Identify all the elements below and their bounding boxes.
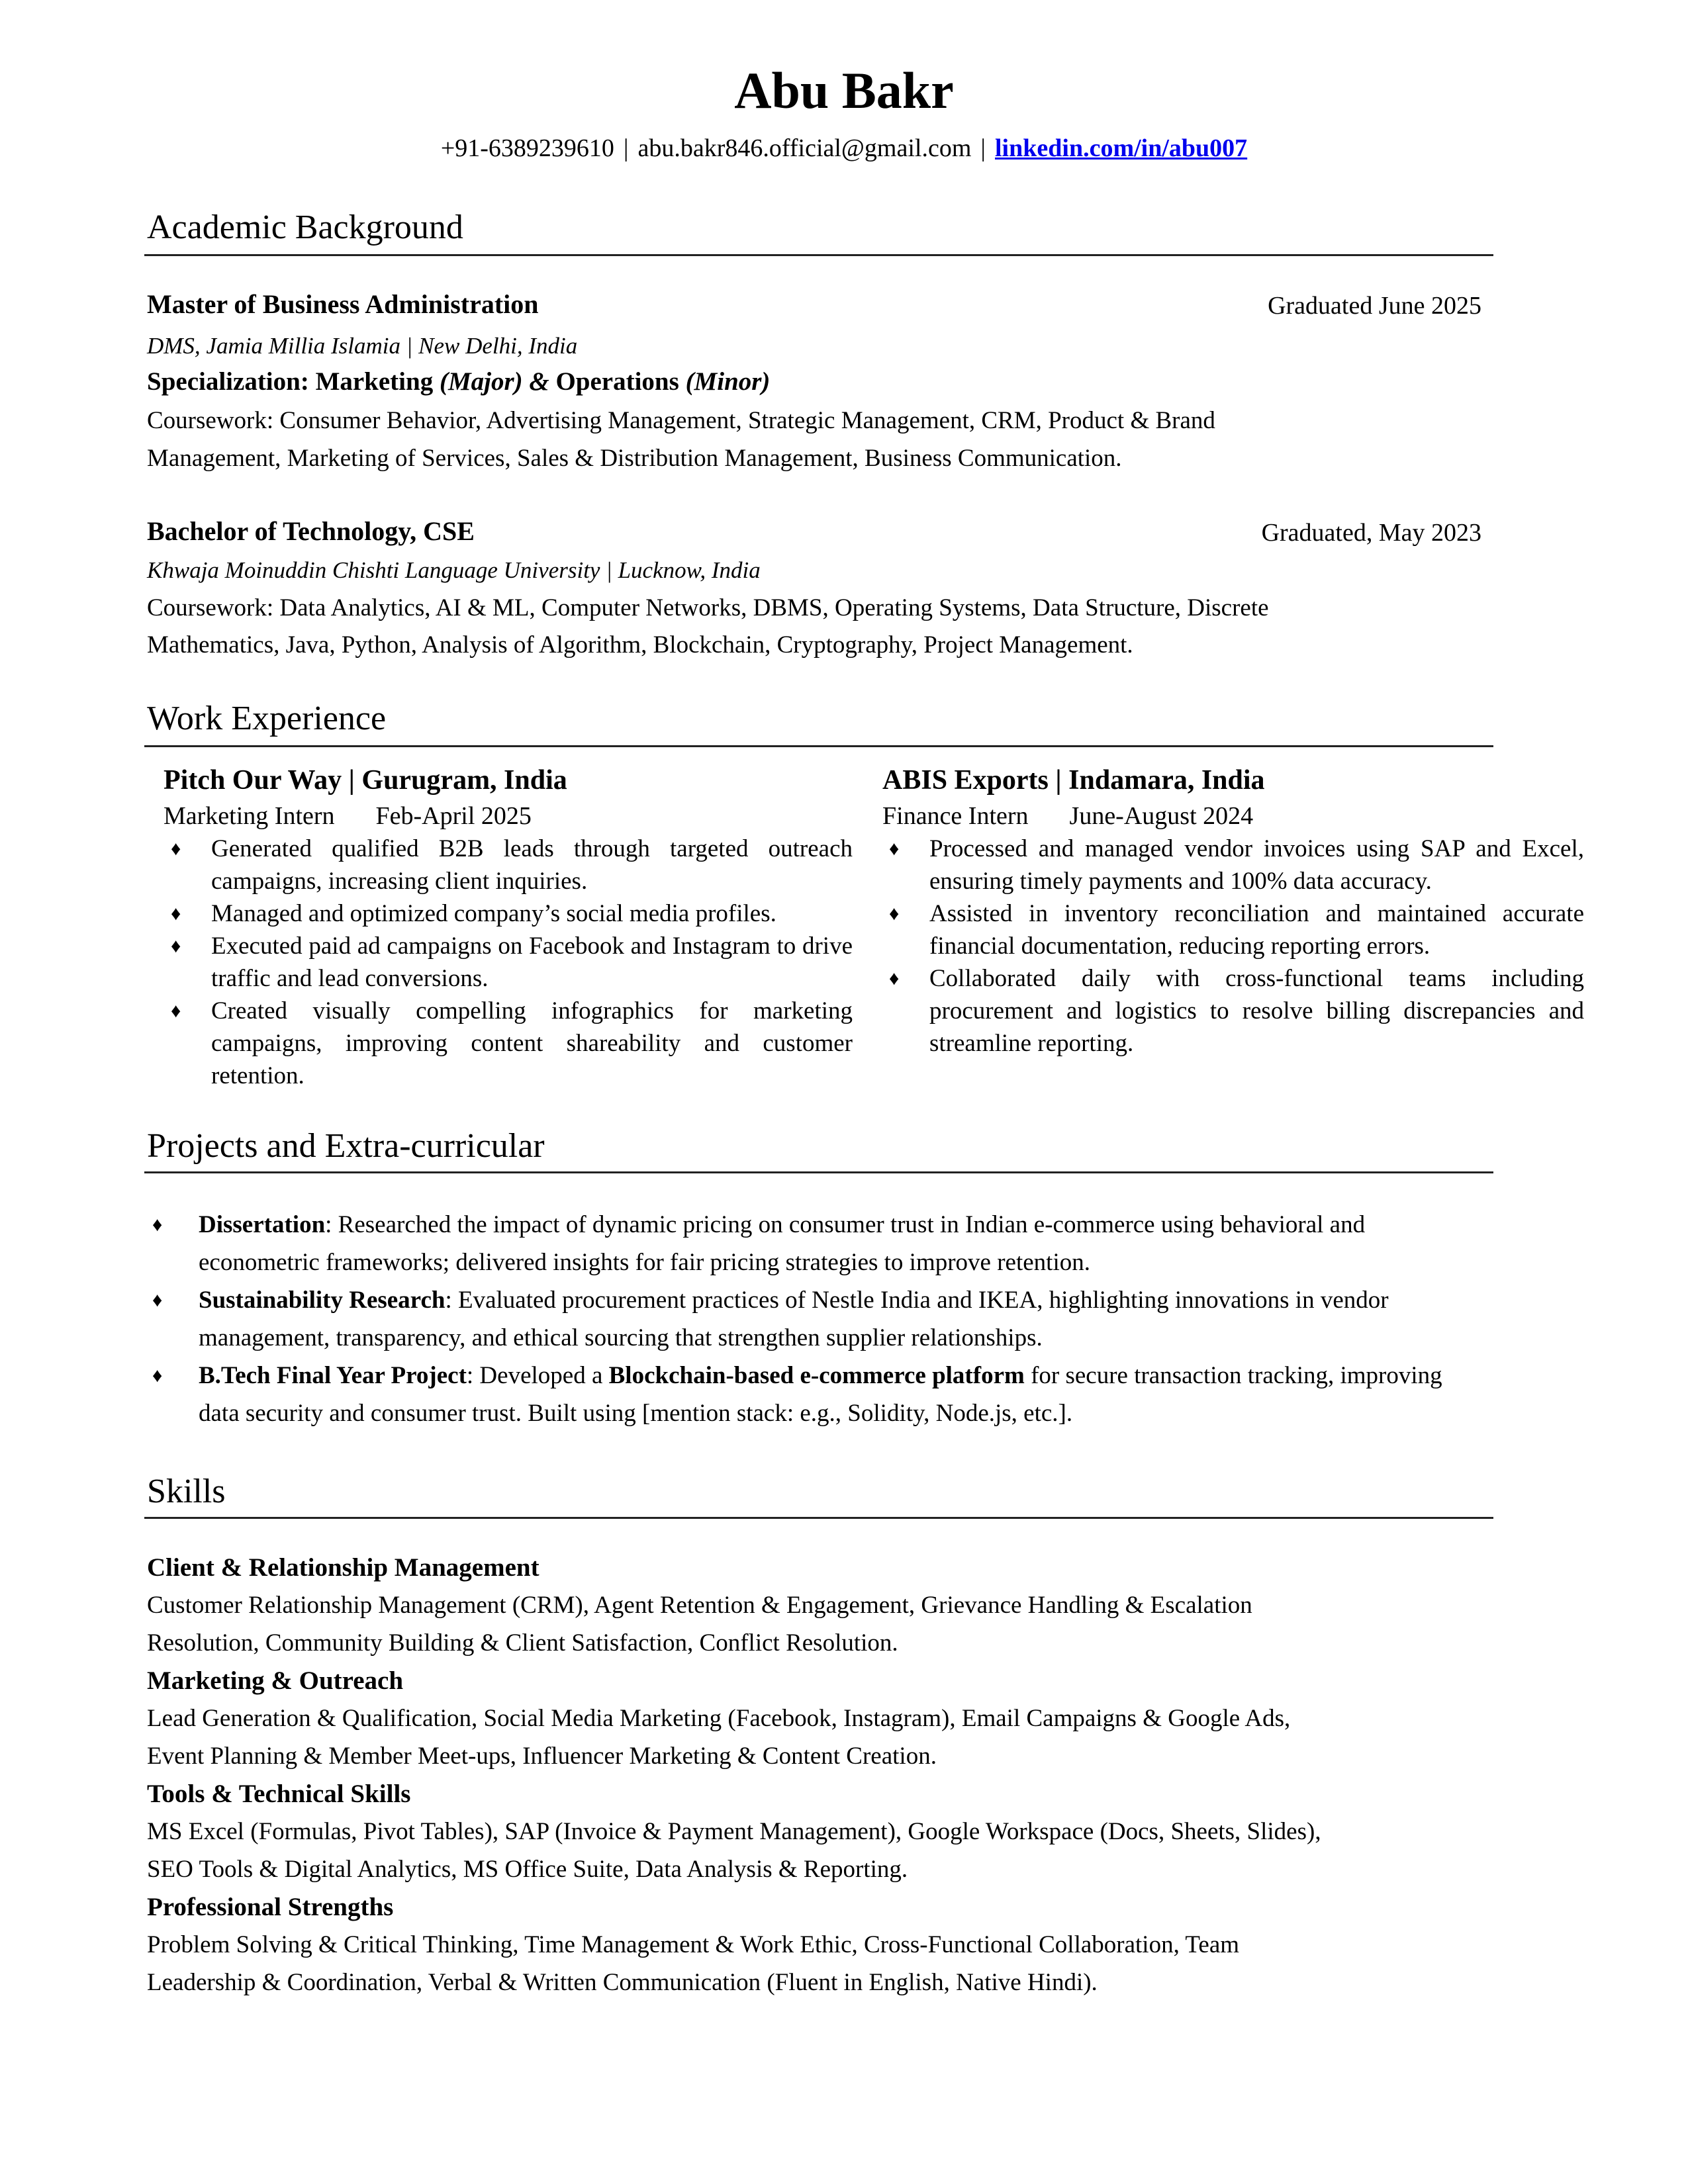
project-description: : Researched the impact of dynamic pricing on consumer trust in Indian e-commerce using behavioral and econometric frameworks; delivered insights for fair pricing strategies to improve retention. xyxy=(199,1211,1366,1276)
list-item: ♦ Executed paid ad campaigns on Facebook and Instagram to drive traffic and lead conversions. xyxy=(171,930,853,995)
project-title: Dissertation xyxy=(199,1211,326,1238)
role-line xyxy=(164,803,532,829)
institution: Khwaja Moinuddin Chishti Language University | Lucknow, India xyxy=(147,557,761,583)
coursework-line: Management, Marketing of Services, Sales & Distribution Management, Business Communication. xyxy=(147,445,1122,472)
job-role: Marketing Intern xyxy=(164,802,335,830)
skill-line: MS Excel (Formulas, Pivot Tables), SAP (Invoice & Payment Management), Google Workspace (Docs, Sheets, Slides), xyxy=(147,1818,1321,1845)
list-item: ♦ Generated qualified B2B leads through targeted outreach campaigns, increasing client inquiries. xyxy=(171,833,853,897)
section-divider xyxy=(144,745,1493,747)
email-address[interactable]: abu.bakr846.official@gmail.com xyxy=(637,134,972,162)
job-dates: June-August 2024 xyxy=(1069,802,1254,830)
skill-line: Resolution, Community Building & Client Satisfaction, Conflict Resolution. xyxy=(147,1629,898,1657)
company-heading: Pitch Our Way | Gurugram, India xyxy=(164,765,567,796)
graduation-date: Graduated June 2025 xyxy=(1268,292,1481,320)
job-dates: Feb-April 2025 xyxy=(375,802,532,830)
list-item: ♦ Created visually compelling infographics for marketing campaigns, improving content shareability and customer retention. xyxy=(171,995,853,1092)
specialization-major-tag: (Major) xyxy=(439,367,523,396)
diamond-bullet-icon: ♦ xyxy=(152,1365,163,1387)
project-description: : Evaluated procurement practices of Nestle India and IKEA, highlighting innovations in vendor management, transparency, and ethical sourcing that strengthen supplier relationships. xyxy=(199,1287,1389,1351)
section-divider xyxy=(144,254,1493,256)
phone-number: +91-6389239610 xyxy=(440,134,614,162)
skill-line: Problem Solving & Critical Thinking, Time Management & Work Ethic, Cross-Functional Collaboration, Team xyxy=(147,1931,1240,1958)
list-item: ♦ Assisted in inventory reconciliation and maintained accurate financial documentation, reducing reporting errors. xyxy=(889,897,1584,962)
role-line xyxy=(882,803,1253,829)
candidate-name: Abu Bakr xyxy=(734,62,954,119)
skill-group-heading: Client & Relationship Management xyxy=(147,1553,539,1582)
institution: DMS, Jamia Millia Islamia | New Delhi, India xyxy=(147,333,578,359)
project-list xyxy=(147,1206,1471,1432)
list-item xyxy=(147,1281,1471,1357)
skill-line: SEO Tools & Digital Analytics, MS Office Suite, Data Analysis & Reporting. xyxy=(147,1856,908,1883)
section-divider xyxy=(144,1517,1493,1519)
specialization-minor-area: Operations xyxy=(555,367,686,396)
degree-title: Bachelor of Technology, CSE xyxy=(147,516,475,546)
list-item: ♦ Managed and optimized company’s social media profiles. xyxy=(171,897,853,930)
job-bullets xyxy=(889,833,1584,1060)
skill-line: Event Planning & Member Meet-ups, Influencer Marketing & Content Creation. xyxy=(147,1743,937,1770)
list-item xyxy=(147,1357,1471,1432)
list-item: ♦ Collaborated daily with cross-functional teams including procurement and logistics to resolve billing discrepancies and streamline reporting. xyxy=(889,962,1584,1060)
project-description: : Developed a xyxy=(466,1362,609,1389)
specialization-prefix: Specialization: Marketing xyxy=(147,367,440,396)
diamond-bullet-icon: ♦ xyxy=(889,903,900,925)
skill-group-heading: Marketing & Outreach xyxy=(147,1666,404,1695)
company-heading: ABIS Exports | Indamara, India xyxy=(882,765,1265,796)
diamond-bullet-icon: ♦ xyxy=(152,1289,163,1311)
project-highlight: Blockchain-based e-commerce platform xyxy=(608,1362,1025,1389)
diamond-bullet-icon: ♦ xyxy=(171,838,181,860)
list-item xyxy=(147,1206,1471,1281)
specialization-minor-tag: (Minor) xyxy=(685,367,771,396)
specialization-amp: & xyxy=(522,367,556,396)
section-title-academic: Academic Background xyxy=(147,208,463,246)
coursework-line: Coursework: Consumer Behavior, Advertising Management, Strategic Management, CRM, Product & Brand xyxy=(147,407,1215,434)
separator: | xyxy=(980,134,986,162)
skill-line: Lead Generation & Qualification, Social Media Marketing (Facebook, Instagram), Email Campaigns & Google Ads, xyxy=(147,1705,1291,1732)
contact-line xyxy=(0,136,1688,161)
diamond-bullet-icon: ♦ xyxy=(171,903,181,925)
section-title-projects: Projects and Extra-curricular xyxy=(147,1127,545,1165)
list-item: ♦ Processed and managed vendor invoices using SAP and Excel, ensuring timely payments and 100% data accuracy. xyxy=(889,833,1584,897)
diamond-bullet-icon: ♦ xyxy=(889,838,900,860)
project-title: B.Tech Final Year Project xyxy=(199,1362,467,1389)
diamond-bullet-icon: ♦ xyxy=(889,968,900,989)
degree-title: Master of Business Administration xyxy=(147,289,539,319)
skill-group xyxy=(147,1549,1504,2001)
separator: | xyxy=(623,134,629,162)
skill-line: Customer Relationship Management (CRM), Agent Retention & Engagement, Grievance Handling & Escalation xyxy=(147,1592,1252,1619)
section-title-work: Work Experience xyxy=(147,700,387,737)
diamond-bullet-icon: ♦ xyxy=(152,1214,163,1236)
linkedin-link[interactable]: linkedin.com/in/abu007 xyxy=(995,134,1248,162)
graduation-date: Graduated, May 2023 xyxy=(1261,519,1481,547)
diamond-bullet-icon: ♦ xyxy=(171,935,181,957)
project-description: for secure transaction tracking, improving data security and consumer trust. Built using [mention stack: e.g., Solidity, Node.js, etc.]. xyxy=(199,1362,1442,1427)
project-title: Sustainability Research xyxy=(199,1287,445,1314)
skill-line: Leadership & Coordination, Verbal & Written Communication (Fluent in English, Native Hindi). xyxy=(147,1969,1098,1996)
section-divider xyxy=(144,1171,1493,1173)
coursework-line: Mathematics, Java, Python, Analysis of Algorithm, Blockchain, Cryptography, Project Management. xyxy=(147,631,1133,659)
section-title-skills: Skills xyxy=(147,1473,226,1510)
skill-group-heading: Tools & Technical Skills xyxy=(147,1780,411,1808)
job-bullets xyxy=(171,833,853,1092)
diamond-bullet-icon: ♦ xyxy=(171,1000,181,1022)
job-role: Finance Intern xyxy=(882,802,1029,830)
specialization xyxy=(147,369,770,394)
skill-group-heading: Professional Strengths xyxy=(147,1893,394,1921)
coursework-line: Coursework: Data Analytics, AI & ML, Computer Networks, DBMS, Operating Systems, Data Structure, Discrete xyxy=(147,594,1269,621)
